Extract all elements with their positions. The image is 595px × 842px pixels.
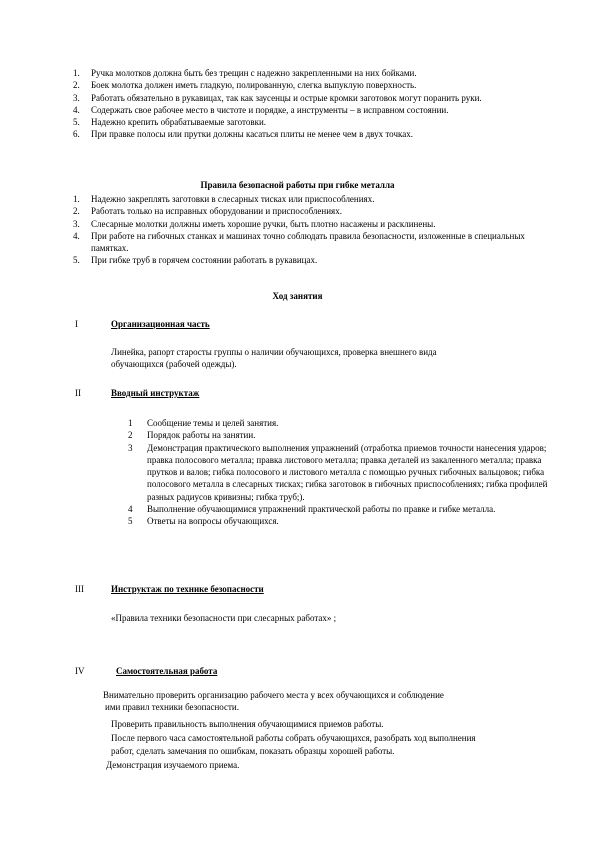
section-number: II [75, 388, 81, 398]
list-item: 3. Слесарные молотки должны иметь хорошие ручки, быть плотно насажены и расклинены. [73, 218, 436, 229]
section-text: «Правила техники безопасности при слесарных работах» ; [111, 613, 337, 623]
section-number: III [75, 584, 84, 594]
list-item: 1. Ручка молотков должна быть без трещин с надежно закрепленными на них бойками. [73, 68, 417, 78]
section-title: Организационная часть [111, 319, 210, 329]
list-item: 4. При работе на гибочных станках и машинах точно соблюдать правила безопасности, изложенные в специальных памятках. [73, 230, 525, 254]
section-title: Самостоятельная работа [116, 666, 218, 676]
section-text: Линейка, рапорт старосты группы о наличии обучающихся, проверка внешнего вида обучающихся (рабочей одежды). [111, 347, 437, 370]
section-number: IV [75, 666, 85, 676]
list-item: 3 Демонстрация практического выполнения упражнений (отработка приемов точности нанесения ударов; правка полосового металла; правка листового металла; правка деталей из закаленного металла; правка прутков и валов; гибка полосового и листового металла с помощью ручных гибочных вальцовок; гибка полосового металла в слесарных тисках; гибка заготовок в гибочных приспособлениях; гибка профилей разных радиусов кривизны; гибка труб;). [128, 442, 548, 502]
list-item: 4 Выполнение обучающимися упражнений практической работы по правке и гибке металла. [128, 504, 496, 515]
list-item: 5. Надежно крепить обрабатываемые заготовки. [73, 117, 267, 128]
section-text-line: После первого часа самостоятельной работы собрать обучающихся, разобрать ход выполнения [111, 733, 476, 743]
safety-rules-list [73, 67, 543, 141]
section-text-line: Проверить правильность выполнения обучающимися приемов работы. [111, 719, 384, 729]
list-item: 1. Надежно закреплять заготовки в слесарных тисках или приспособлениях. [73, 194, 375, 204]
lesson-heading: Ход занятия [272, 291, 323, 301]
list-item: 6. При правке полосы или прутки должны касаться плиты не менее чем в двух точках. [73, 129, 413, 140]
section-text-line: Внимательно проверить организацию рабочего места у всех обучающихся и соблюдение [103, 690, 444, 700]
list-item: 2 Порядок работы на занятии. [128, 430, 256, 441]
list-item: 2. Работать только на исправных оборудовании и приспособлениях. [73, 206, 342, 217]
bending-rules-list [73, 193, 543, 267]
list-item: 1 Сообщение темы и целей занятия. [128, 418, 279, 428]
section-title: Вводный инструктаж [111, 388, 200, 398]
bending-safety-heading: Правила безопасной работы при гибке металла [200, 180, 395, 190]
intro-briefing-list [128, 417, 568, 528]
section-number: I [75, 319, 78, 329]
section-text-line: Демонстрация изучаемого приема. [106, 760, 240, 770]
section-title: Инструктаж по технике безопасности [111, 584, 264, 594]
list-item: 2. Боек молотка должен иметь гладкую, полированную, слегка выпуклую поверхность. [73, 80, 417, 91]
list-item: 3. Работать обязательно в рукавицах, так как заусенцы и острые кромки заготовок могут поранить руки. [73, 92, 482, 103]
list-item: 4. Содержать свое рабочее место в чистоте и порядке, а инструменты – в исправном состоянии. [73, 104, 449, 115]
list-item: 5 Ответы на вопросы обучающихся. [128, 516, 279, 527]
section-text-line: работ, сделать замечания по ошибкам, показать образцы хорошей работы. [111, 746, 395, 756]
section-text-line: ими правил техники безопасности. [105, 702, 239, 712]
list-item: 5. При гибке труб в горячем состоянии работать в рукавицах. [73, 255, 318, 266]
